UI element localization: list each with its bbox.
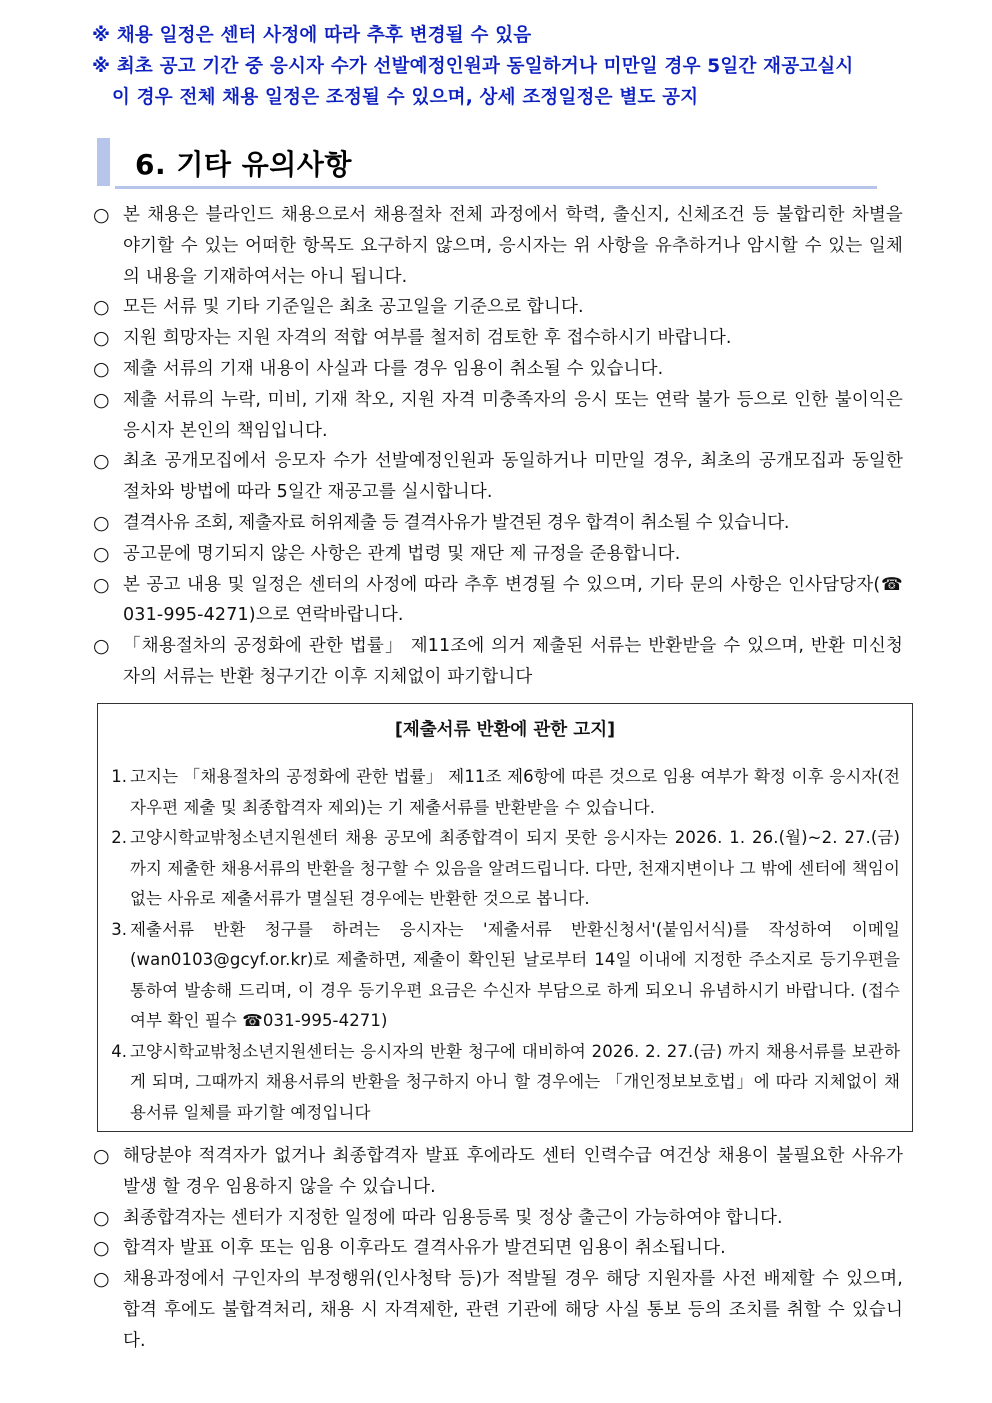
circle-bullet-icon: ○ [93, 388, 110, 411]
list-item [93, 1141, 903, 1203]
notice-item-text: 고양시학교밖청소년지원센터 채용 공모에 최종합격이 되지 못한 응시자는 2026. 1. 26.(월)~2. 27.(금)까지 제출한 채용서류의 반환을 청구할 수 있음을 알려드립니다. 다만, 천재지변이나 그 밖에 센터에 책임이 없는 사유로 제출서류가 멸실된 경우에는 반환한 것으로 봅니다. [130, 828, 900, 908]
notice-item-number: 2. [111, 828, 127, 847]
notice-list [104, 762, 908, 1128]
circle-bullet-icon: ○ [93, 573, 110, 596]
note-line: ※ 채용 일정은 센터 사정에 따라 추후 변경될 수 있음 [92, 25, 532, 46]
list-item [93, 385, 903, 447]
circle-bullet-icon: ○ [93, 511, 110, 534]
note-line: 이 경우 전체 채용 일정은 조정될 수 있으며, 상세 조정일정은 별도 공지 [112, 87, 699, 108]
list-item [93, 1264, 903, 1356]
section-bar-decoration [97, 138, 110, 186]
list-item [93, 354, 903, 385]
list-item-text: 해당분야 적격자가 없거나 최종합격자 발표 후에라도 센터 인력수급 여건상 채용이 불필요한 사유가 발생 할 경우 임용하지 않을 수 있습니다. [123, 1146, 903, 1197]
list-item-text: 채용과정에서 구인자의 부정행위(인사청탁 등)가 적발될 경우 해당 지원자를 사전 배제할 수 있으며, 합격 후에도 불합격처리, 채용 시 자격제한, 관련 기관에 해당 사실 통보 등의 조치를 취할 수 있습니다. [123, 1269, 903, 1351]
list-item-text: 최초 공개모집에서 응모자 수가 선발예정인원과 동일하거나 미만일 경우, 최초의 공개모집과 동일한 절차와 방법에 따라 5일간 재공고를 실시합니다. [123, 451, 903, 503]
list-item [93, 200, 903, 292]
list-item [93, 539, 903, 570]
notice-item-number: 3. [111, 919, 127, 939]
notice-item [104, 1037, 908, 1129]
circle-bullet-icon: ○ [93, 204, 110, 226]
section-title: 6. 기타 유의사항 [135, 148, 352, 181]
list-item [93, 323, 903, 354]
notice-list-top [93, 200, 903, 693]
list-item-text: 최종합격자는 센터가 지정한 일정에 따라 임용등록 및 정상 출근이 가능하여야 합니다. [123, 1207, 783, 1228]
list-item-text: 결격사유 조회, 제출자료 허위제출 등 결격사유가 발견된 경우 합격이 취소될 수 있습니다. [123, 512, 790, 533]
notice-item-text: 고양시학교밖청소년지원센터는 응시자의 반환 청구에 대비하여 2026. 2. 27.(금) 까지 채용서류를 보관하게 되며, 그때까지 채용서류의 반환을 청구하지 아니 할 경우에는 「개인정보보호법」에 따라 지체없이 채용서류 일체를 파기할 예정입니다 [130, 1041, 900, 1122]
notice-item [104, 762, 908, 823]
list-item-text: 모든 서류 및 기타 기준일은 최초 공고일을 기준으로 합니다. [123, 297, 584, 318]
list-item [93, 446, 903, 508]
list-item [93, 292, 903, 323]
notice-item-text: 고지는 「채용절차의 공정화에 관한 법률」 제11조 제6항에 따른 것으로 임용 여부가 확정 이후 응시자(전자우편 제출 및 최종합격자 제외)는 기 제출서류를 반환받을 수 있습니다. [130, 767, 900, 817]
notice-item [104, 823, 908, 915]
section-heading [97, 137, 877, 189]
section-underline [115, 186, 877, 189]
list-item [93, 1233, 903, 1264]
notice-item-text: 제출서류 반환 청구를 하려는 응시자는 '제출서류 반환신청서'(붙임서식)를 작성하여 이메일(wan0103@gcyf.or.kr)로 제출하면, 제출이 확인된 날로부터 14일 이내에 지정한 주소지로 등기우편을 통하여 발송해 드리며, 이 경우 등기우편 요금은 수신자 부담으로 하게 되오니 유념하시기 바랍니다. (접수 여부 확인 필수 ☎031-995-4271) [130, 919, 900, 1030]
list-item-text: 합격자 발표 이후 또는 임용 이후라도 결격사유가 발견되면 임용이 취소됩니다. [123, 1238, 726, 1259]
notice-item-number: 1. [111, 767, 127, 786]
list-item-text: 제출 서류의 기재 내용이 사실과 다를 경우 임용이 취소될 수 있습니다. [123, 358, 664, 379]
list-item-text: 본 채용은 블라인드 채용으로서 채용절차 전체 과정에서 학력, 출신지, 신체조건 등 불합리한 차별을 야기할 수 있는 어떠한 항목도 요구하지 않으며, 응시자는 위 사항을 유추하거나 암시할 수 있는 일체의 내용을 기재하여서는 아니 됩니다. [123, 205, 903, 287]
circle-bullet-icon: ○ [93, 542, 110, 565]
circle-bullet-icon: ○ [93, 1145, 110, 1167]
list-item [93, 1203, 903, 1234]
notice-list-bottom [93, 1141, 903, 1357]
list-item-text: 지원 희망자는 지원 자격의 적합 여부를 철저히 검토한 후 접수하시기 바랍니다. [123, 328, 732, 349]
circle-bullet-icon: ○ [93, 296, 110, 319]
list-item-text: 제출 서류의 누락, 미비, 기재 착오, 지원 자격 미충족자의 응시 또는 연락 불가 등으로 인한 불이익은 응시자 본인의 책임입니다. [123, 389, 903, 441]
list-item [93, 508, 903, 539]
circle-bullet-icon: ○ [93, 357, 110, 380]
list-item-text: 공고문에 명기되지 않은 사항은 관계 법령 및 재단 제 규정을 준용합니다. [123, 543, 681, 564]
note-line: ※ 최초 공고 기간 중 응시자 수가 선발예정인원과 동일하거나 미만일 경우 5일간 재공고실시 [92, 56, 854, 77]
notice-title: [제출서류 반환에 관한 고지] [394, 720, 616, 740]
list-item [93, 570, 903, 632]
circle-bullet-icon: ○ [93, 327, 110, 350]
circle-bullet-icon: ○ [93, 1206, 110, 1229]
list-item [93, 631, 903, 693]
circle-bullet-icon: ○ [93, 1237, 110, 1260]
notice-item-number: 4. [111, 1041, 127, 1061]
circle-bullet-icon: ○ [93, 1268, 110, 1291]
document-return-notice-box [97, 703, 913, 1132]
schedule-notes [92, 20, 932, 113]
circle-bullet-icon: ○ [93, 450, 110, 473]
list-item-text: 「채용절차의 공정화에 관한 법률」 제11조에 의거 제출된 서류는 반환받을 수 있으며, 반환 미신청자의 서류는 반환 청구기간 이후 지체없이 파기합니다 [123, 636, 903, 687]
list-item-text: 본 공고 내용 및 일정은 센터의 사정에 따라 추후 변경될 수 있으며, 기타 문의 사항은 인사담당자(☎ 031-995-4271)으로 연락바랍니다. [123, 574, 903, 626]
notice-item [104, 915, 908, 1037]
circle-bullet-icon: ○ [93, 635, 110, 658]
